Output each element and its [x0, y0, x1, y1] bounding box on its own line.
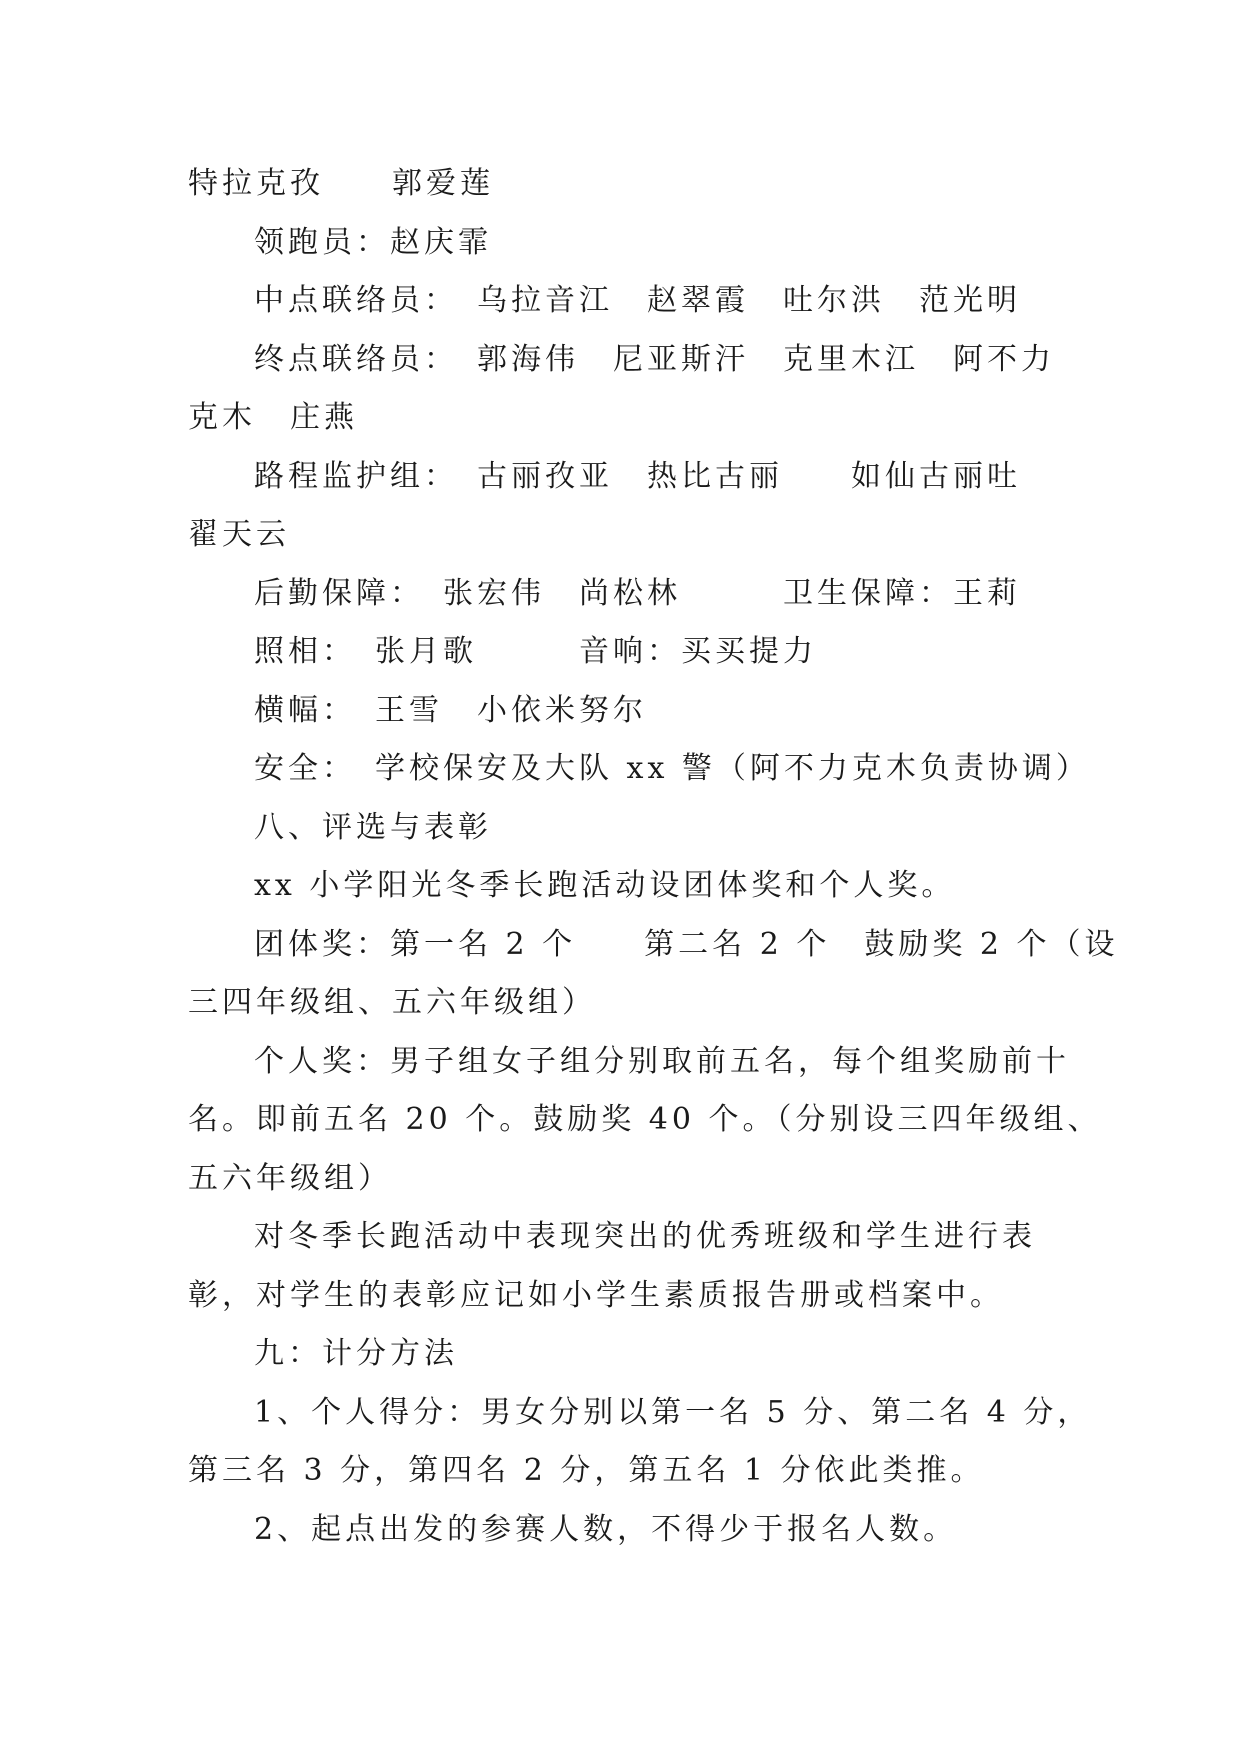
text-line-commendation: 对冬季长跑活动中表现突出的优秀班级和学生进行表 — [254, 1219, 1036, 1254]
text-line-commendation-cont: 彰，对学生的表彰应记如小学生素质报告册或档案中。 — [188, 1277, 1004, 1313]
text-line-team-award: 团体奖：第一名 2 个 第二名 2 个 鼓励奖 2 个（设 — [254, 926, 1119, 962]
section-heading-awards: 八、评选与表彰 — [254, 809, 492, 845]
text-line-scoring-1-cont: 第三名 3 分，第四名 2 分，第五名 1 分依此类推。 — [188, 1453, 985, 1488]
text-line-route-monitor-cont: 翟天云 — [188, 517, 290, 552]
text-line-scoring-1: 1、个人得分：男女分别以第一名 5 分、第二名 4 分， — [254, 1394, 1092, 1430]
text-line-banner: 横幅： 王雪 小依米努尔 — [254, 692, 647, 728]
text-line-continuation: 特拉克孜 郭爱莲 — [188, 166, 494, 201]
text-line-safety: 安全： 学校保安及大队 xx 警（阿不力克木负责协调） — [254, 751, 1090, 786]
text-line-individual-award-cont2: 五六年级组） — [188, 1160, 392, 1196]
text-line-scoring-2: 2、起点出发的参赛人数，不得少于报名人数。 — [254, 1511, 958, 1547]
text-line-awards-intro: xx 小学阳光冬季长跑活动设团体奖和个人奖。 — [254, 868, 956, 903]
text-line-endpoint-liaison-cont: 克木 庄燕 — [188, 400, 358, 435]
section-heading-scoring: 九：计分方法 — [254, 1336, 458, 1371]
text-line-individual-award-cont: 名。即前五名 20 个。鼓励奖 40 个。（分别设三四年级组、 — [188, 1102, 1102, 1137]
text-line-logistics: 后勤保障： 张宏伟 尚松林 卫生保障：王莉 — [254, 575, 1021, 611]
text-line-team-award-cont: 三四年级组、五六年级组） — [188, 985, 596, 1020]
text-line-endpoint-liaison: 终点联络员： 郭海伟 尼亚斯汗 克里木江 阿不力 — [254, 341, 1055, 377]
document-body — [188, 155, 1119, 1559]
text-line-photo-audio: 照相： 张月歌 音响：买买提力 — [254, 634, 817, 669]
text-line-midpoint-liaison: 中点联络员： 乌拉音江 赵翠霞 吐尔洪 范光明 — [254, 283, 1021, 318]
text-line-individual-award: 个人奖：男子组女子组分别取前五名，每个组奖励前十 — [254, 1043, 1070, 1079]
text-line-lead-runner: 领跑员：赵庆霏 — [254, 224, 492, 260]
text-line-route-monitor: 路程监护组： 古丽孜亚 热比古丽 如仙古丽吐 — [254, 458, 1021, 494]
